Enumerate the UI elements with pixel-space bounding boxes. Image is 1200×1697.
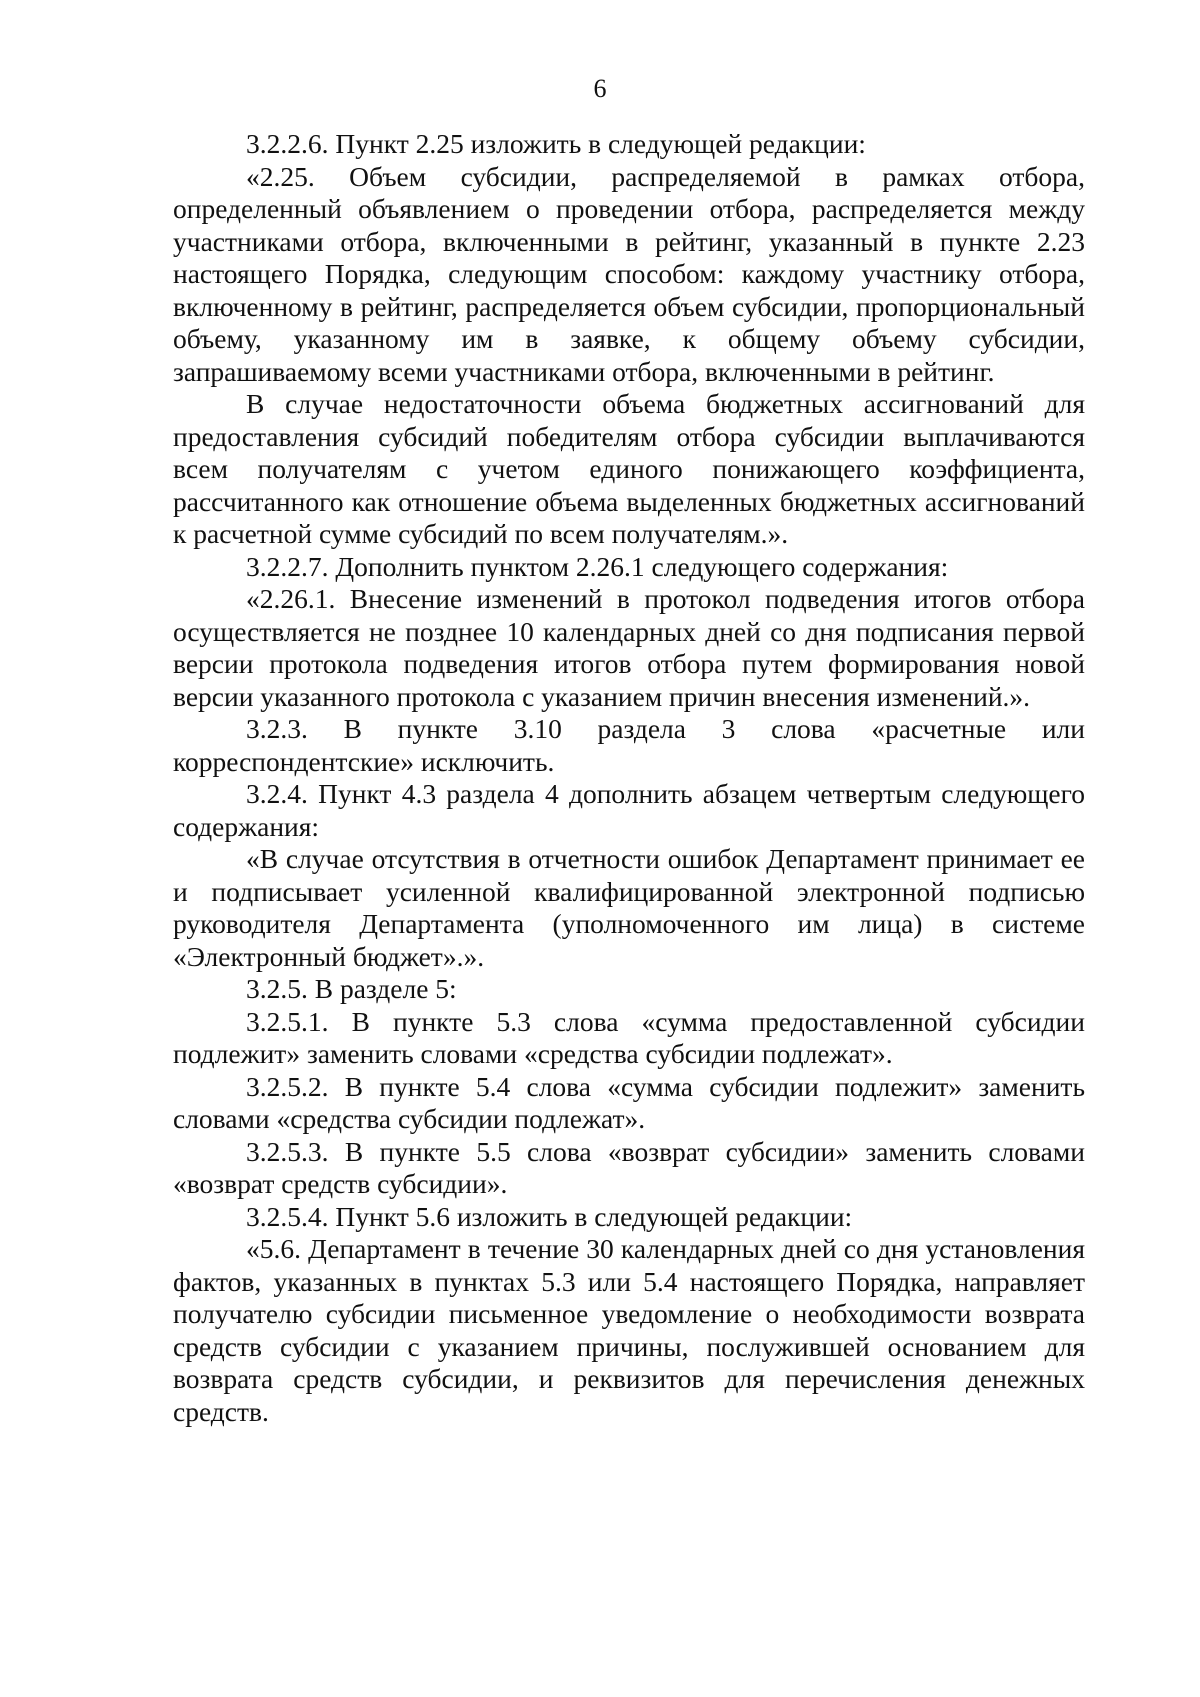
paragraph-3-2-5-2: 3.2.5.2. В пункте 5.4 слова «сумма субсидии подлежит» заменить словами «средства субсидии подлежат». bbox=[173, 1070, 1085, 1134]
paragraph-2-25-quote: «2.25. Объем субсидии, распределяемой в рамках отбора, определенный объявлением о проведении отбора, распределяется между участниками отбора, включенными в рейтинг, указанный в пункте 2.23 настоящего Порядка, следующим способом: каждому участнику отбора, включенному в рейтинг, распределяется объем субсидии, пропорциональный объему, указанному им в заявке, к общему объему субсидии, запрашиваемому всеми участниками отбора, включенными в рейтинг. bbox=[173, 160, 1085, 387]
paragraph-3-2-4: 3.2.4. Пункт 4.3 раздела 4 дополнить абзацем четвертым следующего содержания: bbox=[173, 778, 1085, 842]
paragraph-3-2-5-4: 3.2.5.4. Пункт 5.6 изложить в следующей редакции: bbox=[246, 1200, 853, 1232]
paragraph-3-2-2-7: 3.2.2.7. Дополнить пунктом 2.26.1 следующего содержания: bbox=[246, 550, 949, 582]
paragraph-2-26-1-quote: «2.26.1. Внесение изменений в протокол подведения итогов отбора осуществляется не позднее 10 календарных дней со дня подписания первой версии протокола подведения итогов отбора путем формирования новой версии указанного протокола с указанием причин внесения изменений.». bbox=[173, 583, 1085, 712]
paragraph-reporting-quote: «В случае отсутствия в отчетности ошибок Департамент принимает ее и подписывает усиленной квалифицированной электронной подписью руководителя Департамента (уполномоченного им лица) в системе «Электронный бюджет».». bbox=[173, 843, 1085, 972]
document-body bbox=[173, 128, 1085, 1428]
paragraph-3-2-5: 3.2.5. В разделе 5: bbox=[246, 973, 457, 1004]
paragraph-3-2-5-1: 3.2.5.1. В пункте 5.3 слова «сумма предоставленной субсидии подлежит» заменить словами «средства субсидии подлежат». bbox=[173, 1005, 1085, 1069]
paragraph-insufficient-funds: В случае недостаточности объема бюджетных ассигнований для предоставления субсидий победителям отбора субсидии выплачиваются всем получателям с учетом единого понижающего коэффициента, рассчитанного как отношение объема выделенных бюджетных ассигнований к расчетной сумме субсидий по всем получателям.». bbox=[173, 388, 1085, 549]
paragraph-3-2-2-6: 3.2.2.6. Пункт 2.25 изложить в следующей редакции: bbox=[246, 128, 866, 159]
paragraph-3-2-3: 3.2.3. В пункте 3.10 раздела 3 слова «расчетные или корреспондентские» исключить. bbox=[173, 713, 1085, 777]
page-number: 6 bbox=[593, 74, 607, 103]
paragraph-3-2-5-3: 3.2.5.3. В пункте 5.5 слова «возврат субсидии» заменить словами «возврат средств субсидии». bbox=[173, 1135, 1085, 1199]
paragraph-5-6-quote: «5.6. Департамент в течение 30 календарных дней со дня установления фактов, указанных в пунктах 5.3 или 5.4 настоящего Порядка, направляет получателю субсидии письменное уведомление о необходимости возврата средств субсидии с указанием причины, послужившей основанием для возврата средств субсидии, и реквизитов для перечисления денежных средств. bbox=[173, 1233, 1085, 1427]
